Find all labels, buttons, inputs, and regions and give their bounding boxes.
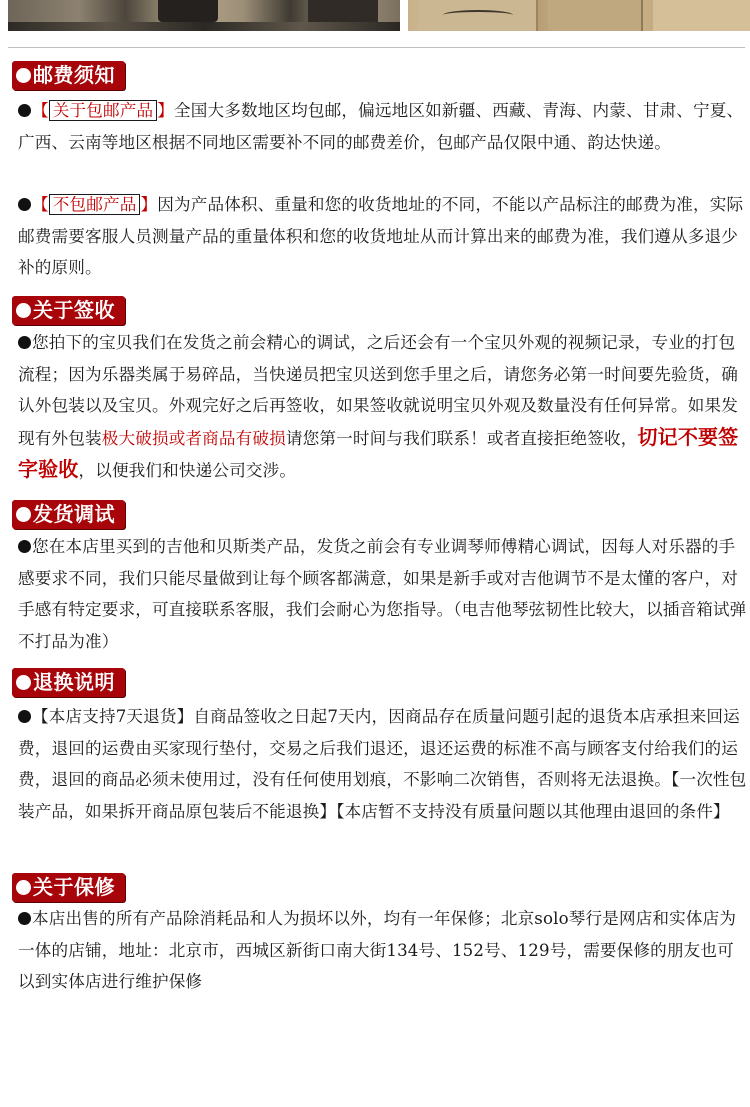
divider (8, 47, 745, 48)
heading-label: 关于保修 (33, 875, 115, 899)
section-heading-signing (12, 296, 125, 325)
bullet-icon (18, 912, 31, 925)
heading-label: 关于签收 (33, 298, 115, 322)
bullet-icon (16, 303, 31, 318)
bullet-icon (18, 710, 31, 723)
heading-label: 发货调试 (33, 502, 115, 526)
warehouse-photo (8, 0, 400, 31)
warning-highlight: 切记不要签字验收 (18, 424, 739, 481)
bullet-icon (16, 880, 31, 895)
section-heading-shipping (12, 61, 125, 90)
free-shipping-tag: 关于包邮产品 (49, 100, 157, 121)
damage-highlight: 极大破损或者商品有破损 (101, 428, 286, 448)
bullet-icon (18, 336, 31, 349)
heading-label: 邮费须知 (33, 63, 115, 87)
shipping-item-free: 【 关于包邮产品 】全国大多数地区均包邮，偏远地区如新疆、西藏、青海、内蒙、甘肃、宁夏、广西、云南等地区根据不同地区需要补不同的邮费差价，包邮产品仅限中通、韵达快递。 (18, 101, 744, 152)
bullet-icon (16, 675, 31, 690)
boxes-photo (408, 0, 750, 31)
shipping-item-paid: 【 不包邮产品 】因为产品体积、重量和您的收货地址的不同，不能以产品标注的邮费为准，实际邮费需要客服人员测量产品的重量体积和您的收货地址从而计算出来的邮费为准，我们遵从多退少补的原则。 (18, 195, 744, 277)
section-heading-warranty (12, 873, 125, 902)
bullet-icon (18, 104, 31, 117)
returns-text: 【本店支持7天退货】自商品签收之日起7天内，因商品存在质量问题引起的退货本店承担来回运费，退回的运费由买家现行垫付，交易之后我们退还，退还运费的标准不高与顾客支付给我们的运费，退回的商品必须未使用过，没有任何使用划痕，不影响二次销售，否则将无法退换。【一次性包装产品，如果拆开商品原包装后不能退换】【本店暂不支持没有质量问题以其他理由退回的条件】 (18, 707, 747, 821)
bullet-icon (16, 507, 31, 522)
bullet-icon (16, 68, 31, 83)
signing-text: 您拍下的宝贝我们在发货之前会精心的调试，之后还会有一个宝贝外观的视频记录，专业的打包流程；因为乐器类属于易碎品，当快递员把宝贝送到您手里之后，请您务必第一时间要先验货，确认外包装以及宝贝。外观完好之后再签收，如果签收就说明宝贝外观及数量没有任何异常。如果发现有外包装极大破损或者商品有破损请您第一时间与我们联系！或者直接拒绝签收，切记不要签字验收，以便我们和快递公司交涉。 (18, 333, 739, 481)
warranty-text: 本店出售的所有产品除消耗品和人为损坏以外，均有一年保修；北京solo琴行是网店和实体店为一体的店铺，地址：北京市，西城区新街口南大街134号、152号、129号，需要保修的朋友也可以到实体店进行维护保修 (18, 909, 737, 991)
section-heading-tuning (12, 500, 125, 529)
bullet-icon (18, 540, 31, 553)
bullet-icon (18, 198, 31, 211)
heading-label: 退换说明 (33, 670, 115, 694)
tuning-text: 您在本店里买到的吉他和贝斯类产品，发货之前会有专业调琴师傅精心调试，因每人对乐器的手感要求不同，我们只能尽量做到让每个顾客都满意，如果是新手或对吉他调节不是太懂的客户，对手感有特定要求，可直接联系客服，我们会耐心为您指导。（电吉他琴弦韧性比较大，以插音箱试弹不打品为准） (18, 537, 747, 651)
section-heading-returns (12, 668, 125, 697)
paid-shipping-tag: 不包邮产品 (49, 194, 141, 215)
